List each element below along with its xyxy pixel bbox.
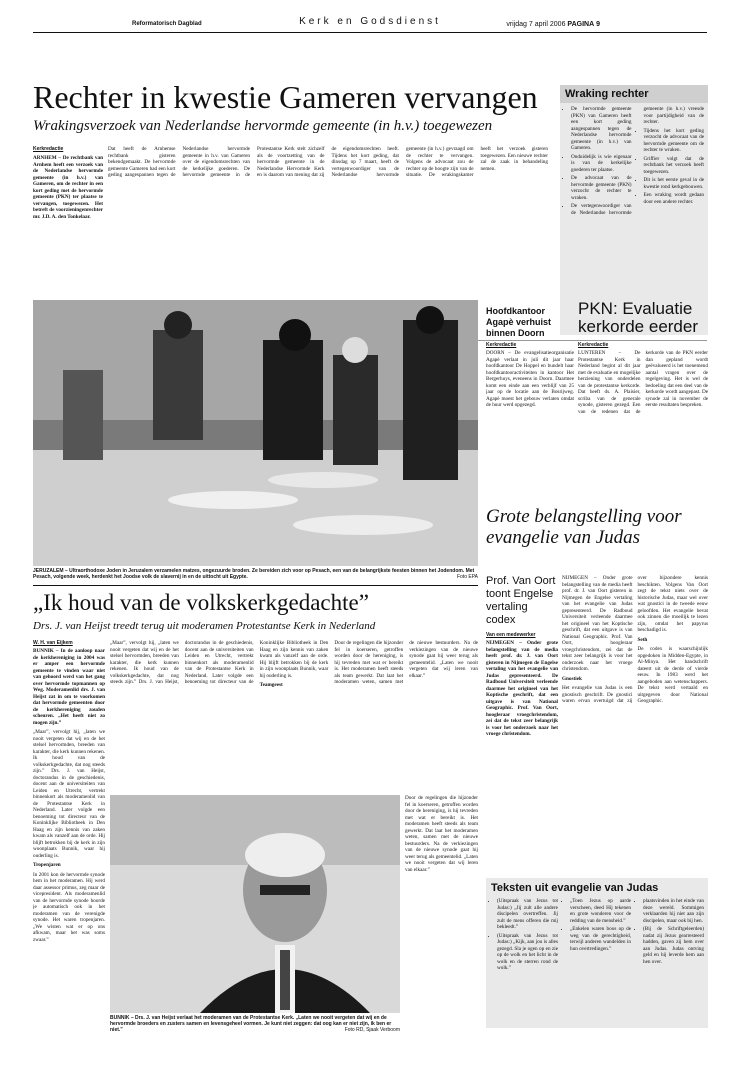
wraking-item: • De hervormde gemeente (PKN) van Gameren heeft een kort geding aangespannen tegen de Nederlandse hervormde gemeente (in h.v.) van Gameren. <box>571 106 632 152</box>
agape-headline: Hoofdkantoor Agapè verhuist binnen Doorn <box>486 306 552 338</box>
article2-body-columns: „Maar”, vervolgt hij, „laten we nooit vergeten dat wij en de het stelsel hervormden, breeden van karakter, die kerk kunnen rekenen. Ik houd van de volkskerkgedachte, dat nog steeds zijn.” Drs. J. van Heijst, doctorandus in de geschiedenis, docent aan de universiteiten van Leiden en Utrecht, vertrekt binnenkort als moderamenlid van de Protestantse Kerk in Nederland. Later volgde een benoeming tot directeur van de Koninklijke Bibliotheek in Den Haag en zijn kennis van zaken kwam als vanzelf aan de orde. Hij blijft betrokken bij de kerk in zijn woonplaats Bunnik, waar hij ouderling is. Teamgeest Door de regelingen die hijzonder fel in koerseren, getroffen worden door de hereniging, is hij tevreden met wat er bereikt is. Het moderamen heeft steeds als team gewerkt. Dat laat het moderamen weten, samen met de nieuwe bestuurders. Na de verkiezingen van de nieuwe synode gaat hij weer terug als gemeentelid. „Laten we nooit vergeten dat wij leren van elkaar.” <box>110 640 478 688</box>
teksten-column-1 <box>490 898 558 1018</box>
van-heijst-caption: BUNNIK – Drs. J. van Heijst verlaat het moderamen van de Protestantse Kerk. „Laten we nooit vergeten dat wij en de hervormde broeders en zusters samen en levensgeheel vormen. Je kunt niet zeggen: dat oog kan er niet zijn, ik ben er niet.” Foto RD, Sjaak Verboom <box>110 1015 400 1033</box>
wraking-item: • Dit is het eerste geval in de kwestie rond kerkgebouwen. <box>644 177 705 190</box>
mid-rule <box>33 585 478 586</box>
teksten-box <box>486 878 708 1028</box>
article1-kicker: Kerkredactie <box>33 146 64 152</box>
agape-body: DOORN – De evangelisatieorganisatie Agapè verlaat in juli dit jaar haar hoofdkantoor De Hoppel en bundelt haar hoofdkantooractiviteiten in kantoor Het Bergerhuys, eveneens in Doorn. Daarmee komt een einde aan een verblijf van 25 jaar op de locatie aan de Bosrijweg. Agapè moest het gebouw verlaten omdat de huur werd opgezegd. <box>486 350 574 408</box>
teksten-item: • plaatsvinden in het einde van deze wereld. Sommigen verklaarden hij niet aan zijn discipelen, maar ook bij hen. <box>643 898 704 924</box>
article2-headline: „Ik houd van de volkskerkgedachte” <box>33 590 369 615</box>
article2-last-column: Door de regelingen die hijzonder fel in koerseren, getroffen worden door de hereniging, is hij tevreden met wat er bereikt is. Het moderamen heeft steeds als team gewerkt. Dat laat het moderamen weten, samen met de nieuwe bestuurders. Na de verkiezingen van de nieuwe synode gaat hij weer terug als gemeentelid. „Laten we nooit vergeten dat wij leren van elkaar.” <box>405 795 478 873</box>
paper-name: Reformatorisch Dagblad <box>132 21 202 27</box>
pkn-body: LUNTEREN – De Protestantse Kerk in Nederland begint al dit jaar met de evaluatie en mogelijke herziening van onderdelen van de protestantse kerkorde. Dat heeft ds. A. Plaisier, scriba van de generale synode, gisteren gezegd. Een van de redenen dat de kerkorde van de PKN eerder dan gepland wordt geëvalueerd is het toenemend aantal vragen over de regelgeving. Het is wel de bedoeling dat een deel van de kerkorde wordt aangepast. De synode zal in november de eerste resultaten bespreken. <box>578 350 708 415</box>
wraking-item: • Onduidelijk is wie eigenaar is van de kerkelijke goederen ter plaatse. <box>571 154 632 174</box>
article1-lead: ARNHEM – De rechtbank van Arnhem heeft een verzoek van de Nederlandse hervormde gemeente (in h.v.) van Gameren, om de rechter in een kort geding met de hervormde gemeente (PKN) ter plaatse te vervangen, toegewezen. Het betreft de voorzieningenrechter mr. J.D. A. den Tonkelaar. <box>33 155 103 220</box>
article2-subhead: Drs. J. van Heijst treedt terug uit moderamen Protestantse Kerk in Nederland <box>33 620 376 632</box>
page-header <box>0 0 738 58</box>
page-date-label: vrijdag 7 april 2006 PAGINA 9 <box>506 21 600 28</box>
pkn-kicker: Kerkredactie <box>578 342 609 348</box>
judas-headline: Grote belangstelling voor evangelie van Judas <box>486 506 682 548</box>
teksten-title: Teksten uit evangelie van Judas <box>491 882 659 894</box>
article1-subhead: Wrakingsverzoek van Nederlandse hervormde gemeente (in h.v.) toegewezen <box>33 118 493 134</box>
wraking-item: • Tijdens het kort geding verzocht de advocaat van de hervormde gemeente om de rechter te wraken. <box>644 128 705 154</box>
teksten-item: • „Enkelen waren boos op de weg van de gerechtigheid, terwijl anderen wandelden in hun overtredingen.” <box>570 926 631 952</box>
header-rule <box>33 32 707 33</box>
teksten-columns <box>486 898 708 1018</box>
wraking-item: • De advocaat van de hervormde gemeente (PKN) verzocht de rechter te wraken. <box>571 175 632 201</box>
article2-column1: BUNNIK – In de aanloop naar de kerkhereniging in 2004 was er amper een hervormde gemeente te vinden waar niet van gehoord werd van het gang over hervormde topmannen op Weg. Moderamenlid drs. J. van Heijst zat in om te voorkomen dat hervormde gemeenten door de kerkhereniging zouden scheuren. „Het heeft niet zo mogen zijn.” „Maar”, vervolgt hij, „laten we nooit vergeten dat wij en de het stelsel hervormden, breeden van karakter, die kerk kunnen rekenen. Ik houd van de volkskerkgedachte, dat nog steeds zijn.” Drs. J. van Heijst, doctorandus in de geschiedenis, docent aan de universiteiten van Leiden en Utrecht, vertrekt binnenkort als moderamenlid van de Protestantse Kerk in Nederland. Later volgde een benoeming tot directeur van de Koninklijke Bibliotheek in Den Haag en zijn kennis van zaken kwam als vanzelf aan de orde. Hij blijft betrokken bij de kerk in zijn woonplaats Bunnik, waar hij ouderling is. Tropenjaren In 2001 kon de hervormde synode hem in het moderamen. Hij werd daar assessor primus, zeg maar de vicepresident. Als moderamenlid van de hervormde synode hoorde je automatisch ook in het moderamen van de verenigde synode. Het waren tropenjaren. „We wisten wat er op ons afkwam, maar het was soms zwaar.” <box>33 648 105 943</box>
article2-kicker: W. H. van Eijkem <box>33 640 73 646</box>
matzes-photo <box>33 300 478 566</box>
judas-column1: NIJMEGEN – Onder grote belangstelling van de media heeft prof. dr. J. van Oort gisteren in Nijmegen de Engelse vertaling van het evangelie van Judas gepresenteerd. De Radboud Universiteit verleende daarmee het origineel van het Koptische geschrift, dat een uitgave is van National Geographic. Prof. Van Oort, hoogleraar vroegchristendom, zei dat de tekst zeer belangrijk is voor het onderzoek naar het vroege christendom. <box>486 640 558 737</box>
teksten-column-2 <box>563 898 631 1018</box>
section-title: Kerk en Godsdienst <box>299 16 441 27</box>
judas-side-title: Prof. Van Oort toont Engelse vertaling codex <box>486 575 556 626</box>
wraking-item: • De vertegenwoordiger van de Nederlandse hervormde gemeente (in h.v.) vreesde voor partijdigheid van de rechter. <box>571 106 704 216</box>
wraking-item: • Een wraking wordt gedaan door een andere rechter. <box>644 192 705 205</box>
pkn-headline: PKN: Evaluatie kerkorde eerder <box>578 299 699 336</box>
article1-headline: Rechter in kwestie Gameren vervangen <box>33 79 538 115</box>
wraking-item: • Griffier volgt dat de rechtbank het verzoek heeft toegewezen. <box>644 156 705 176</box>
teksten-column-3 <box>636 898 704 1018</box>
wraking-title: Wraking rechter <box>560 85 708 103</box>
wraking-box <box>560 85 708 335</box>
teksten-item: • (Uitspraak van Jezus tot Judas:) „Jij zult alle andere discipelen overtreffen. Jij zult de mens offeren die mij bekleedt.” <box>497 898 558 931</box>
matzes-caption: JERUZALEM – Ultraorthodoxe Joden in Jeruzalem verzamelen matzes, ongezuurde broden. Ze bereiden zich voor op Pesach, een van de belangrijkste feesten binnen het Jodendom. Met Pesach, volgende week, herdenkt het Joodse volk de slavernij in en de uittocht uit Egypte. Foto EPA <box>33 568 478 580</box>
article1-body: Dat heeft de Arnhemse rechtbank gisteren bekendgemaakt. De hervormde gemeente Gameren had een kort geding aangespannen tegen de Nederlandse hervormde gemeente in h.v. van Gameren over de eigendomsrechten van de kerkelijke goederen. De hervormde gemeente in de Protestantse Kerk stelt zichzelf als de voortzetting van de hervormde gemeente in de Nederlandse Hervormde Kerk en is daarom van mening dat zij de eigendomsrechten heeft. Tijdens het kort geding, dat dinsdag op 7 maart, heeft de vertegenwoordiger van de Nederlandse hervormde gemeente (in h.v.) gevraagd om de rechter te vervangen. Volgens de advocaat zou de rechter op de hoogte zijn van de situatie. De wrakingskamer heeft het verzoek gisteren toegewezen. Een nieuwe rechter zal de zaak in behandeling nemen. <box>108 146 548 178</box>
teksten-item: • (Bij de Schriftgeleerden) nadat zij Jezus gearresteerd hadden, gaven zij hem over aan Judas. Judas ontving geld en hij leverde hem aan hen over. <box>643 926 704 965</box>
judas-kicker: Van een medewerker <box>486 632 536 638</box>
judas-body: NIJMEGEN – Onder grote belangstelling van de media heeft prof. dr. J. van Oort gisteren in Nijmegen de Engelse vertaling van het evangelie van Judas gepresenteerd. De Radboud Universiteit verleende daarmee het origineel van het Koptische geschrift, dat een uitgave is van National Geographic. Prof. Van Oort, hoogleraar vroegchristendom, zei dat de tekst zeer belangrijk is voor het onderzoek naar het vroege christendom. Gnostiek Het evangelie van Judas is een gnostisch geschrift. De gnostici waren ervan overtuigd dat zij over bijzondere kennis beschikten. Volgens Van Oort zegt de tekst niets over de historische Judas, maar wel over wat gnostici in de tweede eeuw geloofden. Het evangelie bevat ook zinnen die moeilijk te lezen zijn, omdat het papyrus beschadigd is. Seth De codex is waarschijnlijk opgedoken in Midden-Egypte, in Al-Minya. Het handschrift dateert uit de derde of vierde eeuw. In 1983 werd het aangeboden aan wetenschappers. De tekst werd vertaald en uitgegeven door National Geographic. <box>562 575 708 704</box>
van-heijst-photo <box>110 795 400 1013</box>
teksten-item: • (Uitspraak van Jezus tot Judas:) „Kijk, aan jou is alles gezegd. Sla je ogen op en zie op de wolk en het licht in de wolk en de sterren rond de wolk.” <box>497 933 558 972</box>
teksten-item: • „Toen Jezus op aarde verscheen, deed Hij tekenen en grote wonderen voor de redding van de mensheid.” <box>570 898 631 924</box>
agape-kicker: Kerkredactie <box>486 342 517 348</box>
